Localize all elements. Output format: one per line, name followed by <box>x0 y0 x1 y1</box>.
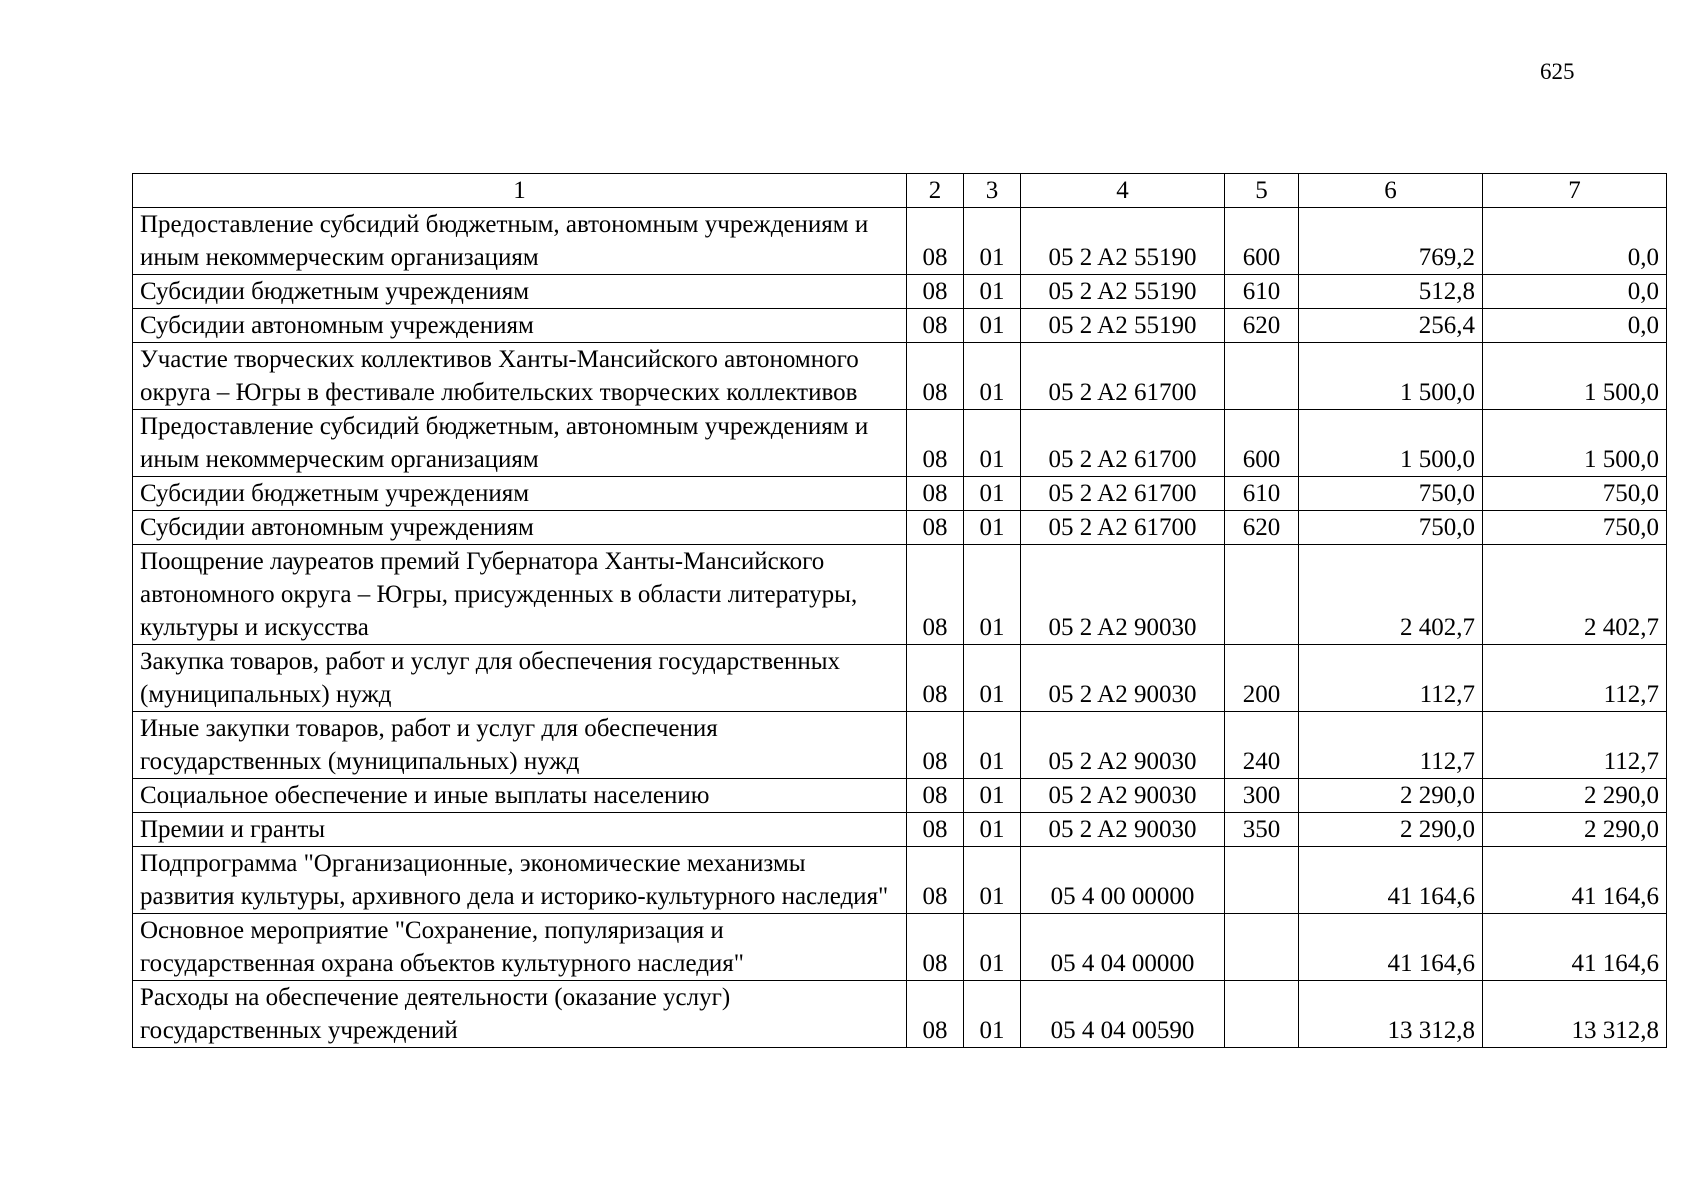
row-target-code: 05 2 A2 90030 <box>1021 712 1225 779</box>
row-subsection: 01 <box>964 309 1021 343</box>
row-target-code: 05 2 A2 61700 <box>1021 343 1225 410</box>
row-name: Субсидии автономным учреждениям <box>133 511 907 545</box>
row-amount-6: 41 164,6 <box>1299 847 1483 914</box>
row-section: 08 <box>907 645 964 712</box>
table-row <box>133 208 1667 275</box>
row-target-code: 05 2 A2 90030 <box>1021 813 1225 847</box>
table-row <box>133 645 1667 712</box>
row-amount-6: 112,7 <box>1299 645 1483 712</box>
row-target-code: 05 2 A2 90030 <box>1021 545 1225 645</box>
table-body <box>133 208 1667 1048</box>
row-subsection: 01 <box>964 477 1021 511</box>
row-expense-type: 300 <box>1225 779 1299 813</box>
row-name: Предоставление субсидий бюджетным, автономным учреждениям и иным некоммерческим организациям <box>133 410 907 477</box>
row-subsection: 01 <box>964 779 1021 813</box>
row-expense-type: 610 <box>1225 477 1299 511</box>
row-target-code: 05 2 A2 90030 <box>1021 779 1225 813</box>
row-amount-7: 750,0 <box>1483 477 1667 511</box>
row-amount-7: 41 164,6 <box>1483 847 1667 914</box>
row-amount-7: 0,0 <box>1483 275 1667 309</box>
row-name: Поощрение лауреатов премий Губернатора Ханты-Мансийского автономного округа – Югры, присужденных в области литературы, культуры и искусства <box>133 545 907 645</box>
row-amount-6: 13 312,8 <box>1299 981 1483 1048</box>
row-amount-6: 1 500,0 <box>1299 343 1483 410</box>
row-section: 08 <box>907 813 964 847</box>
row-target-code: 05 2 A2 55190 <box>1021 208 1225 275</box>
row-amount-6: 41 164,6 <box>1299 914 1483 981</box>
row-subsection: 01 <box>964 343 1021 410</box>
row-amount-7: 2 290,0 <box>1483 813 1667 847</box>
row-name: Субсидии бюджетным учреждениям <box>133 275 907 309</box>
row-name: Субсидии автономным учреждениям <box>133 309 907 343</box>
row-expense-type: 620 <box>1225 309 1299 343</box>
header-col-5: 5 <box>1225 174 1299 208</box>
table-row <box>133 343 1667 410</box>
row-name: Расходы на обеспечение деятельности (оказание услуг) государственных учреждений <box>133 981 907 1048</box>
row-target-code: 05 4 00 00000 <box>1021 847 1225 914</box>
table-row <box>133 712 1667 779</box>
row-subsection: 01 <box>964 813 1021 847</box>
row-amount-7: 2 402,7 <box>1483 545 1667 645</box>
table-row <box>133 511 1667 545</box>
row-expense-type <box>1225 914 1299 981</box>
row-subsection: 01 <box>964 275 1021 309</box>
row-amount-6: 512,8 <box>1299 275 1483 309</box>
row-section: 08 <box>907 309 964 343</box>
row-amount-6: 1 500,0 <box>1299 410 1483 477</box>
row-amount-7: 112,7 <box>1483 645 1667 712</box>
row-name: Социальное обеспечение и иные выплаты населению <box>133 779 907 813</box>
row-subsection: 01 <box>964 981 1021 1048</box>
row-amount-6: 2 402,7 <box>1299 545 1483 645</box>
row-amount-7: 1 500,0 <box>1483 410 1667 477</box>
row-subsection: 01 <box>964 208 1021 275</box>
row-target-code: 05 2 A2 90030 <box>1021 645 1225 712</box>
row-expense-type: 350 <box>1225 813 1299 847</box>
row-subsection: 01 <box>964 410 1021 477</box>
budget-table <box>132 173 1667 1048</box>
row-amount-7: 41 164,6 <box>1483 914 1667 981</box>
row-target-code: 05 4 04 00000 <box>1021 914 1225 981</box>
table-row <box>133 275 1667 309</box>
table-row <box>133 410 1667 477</box>
row-subsection: 01 <box>964 712 1021 779</box>
table-row <box>133 813 1667 847</box>
row-expense-type: 200 <box>1225 645 1299 712</box>
table-row <box>133 545 1667 645</box>
header-col-2: 2 <box>907 174 964 208</box>
row-name: Иные закупки товаров, работ и услуг для обеспечения государственных (муниципальных) нужд <box>133 712 907 779</box>
row-target-code: 05 2 A2 61700 <box>1021 511 1225 545</box>
row-name: Подпрограмма "Организационные, экономические механизмы развития культуры, архивного дела и историко-культурного наследия" <box>133 847 907 914</box>
row-target-code: 05 2 A2 61700 <box>1021 477 1225 511</box>
row-amount-7: 1 500,0 <box>1483 343 1667 410</box>
row-section: 08 <box>907 410 964 477</box>
row-amount-7: 0,0 <box>1483 309 1667 343</box>
row-section: 08 <box>907 981 964 1048</box>
table-row <box>133 914 1667 981</box>
row-amount-7: 2 290,0 <box>1483 779 1667 813</box>
row-amount-6: 750,0 <box>1299 511 1483 545</box>
header-col-3: 3 <box>964 174 1021 208</box>
row-subsection: 01 <box>964 511 1021 545</box>
row-section: 08 <box>907 847 964 914</box>
row-amount-6: 112,7 <box>1299 712 1483 779</box>
row-expense-type <box>1225 981 1299 1048</box>
row-amount-6: 769,2 <box>1299 208 1483 275</box>
header-col-7: 7 <box>1483 174 1667 208</box>
row-name: Субсидии бюджетным учреждениям <box>133 477 907 511</box>
row-section: 08 <box>907 343 964 410</box>
row-expense-type: 610 <box>1225 275 1299 309</box>
row-amount-6: 2 290,0 <box>1299 779 1483 813</box>
table-row <box>133 847 1667 914</box>
row-subsection: 01 <box>964 645 1021 712</box>
row-section: 08 <box>907 545 964 645</box>
row-amount-6: 2 290,0 <box>1299 813 1483 847</box>
row-section: 08 <box>907 511 964 545</box>
row-expense-type <box>1225 545 1299 645</box>
header-row <box>133 174 1667 208</box>
row-expense-type: 620 <box>1225 511 1299 545</box>
row-amount-7: 750,0 <box>1483 511 1667 545</box>
table-row <box>133 981 1667 1048</box>
row-subsection: 01 <box>964 545 1021 645</box>
row-expense-type: 600 <box>1225 208 1299 275</box>
header-col-1: 1 <box>133 174 907 208</box>
row-section: 08 <box>907 477 964 511</box>
row-name: Участие творческих коллективов Ханты-Мансийского автономного округа – Югры в фестивале любительских творческих коллективов <box>133 343 907 410</box>
row-name: Закупка товаров, работ и услуг для обеспечения государственных (муниципальных) нужд <box>133 645 907 712</box>
row-expense-type: 600 <box>1225 410 1299 477</box>
row-amount-7: 13 312,8 <box>1483 981 1667 1048</box>
row-expense-type <box>1225 847 1299 914</box>
header-col-6: 6 <box>1299 174 1483 208</box>
header-col-4: 4 <box>1021 174 1225 208</box>
row-subsection: 01 <box>964 847 1021 914</box>
row-target-code: 05 4 04 00590 <box>1021 981 1225 1048</box>
row-amount-7: 112,7 <box>1483 712 1667 779</box>
row-name: Предоставление субсидий бюджетным, автономным учреждениям и иным некоммерческим организациям <box>133 208 907 275</box>
row-section: 08 <box>907 914 964 981</box>
row-section: 08 <box>907 779 964 813</box>
row-amount-6: 256,4 <box>1299 309 1483 343</box>
table-row <box>133 779 1667 813</box>
table-row <box>133 309 1667 343</box>
row-expense-type <box>1225 343 1299 410</box>
row-target-code: 05 2 A2 55190 <box>1021 275 1225 309</box>
row-name: Премии и гранты <box>133 813 907 847</box>
row-amount-6: 750,0 <box>1299 477 1483 511</box>
row-section: 08 <box>907 275 964 309</box>
row-target-code: 05 2 A2 61700 <box>1021 410 1225 477</box>
table-header <box>133 174 1667 208</box>
row-expense-type: 240 <box>1225 712 1299 779</box>
row-target-code: 05 2 A2 55190 <box>1021 309 1225 343</box>
row-amount-7: 0,0 <box>1483 208 1667 275</box>
row-section: 08 <box>907 712 964 779</box>
table-row <box>133 477 1667 511</box>
row-section: 08 <box>907 208 964 275</box>
row-name: Основное мероприятие "Сохранение, популяризация и государственная охрана объектов культурного наследия" <box>133 914 907 981</box>
row-subsection: 01 <box>964 914 1021 981</box>
page-number: 625 <box>1540 59 1575 84</box>
